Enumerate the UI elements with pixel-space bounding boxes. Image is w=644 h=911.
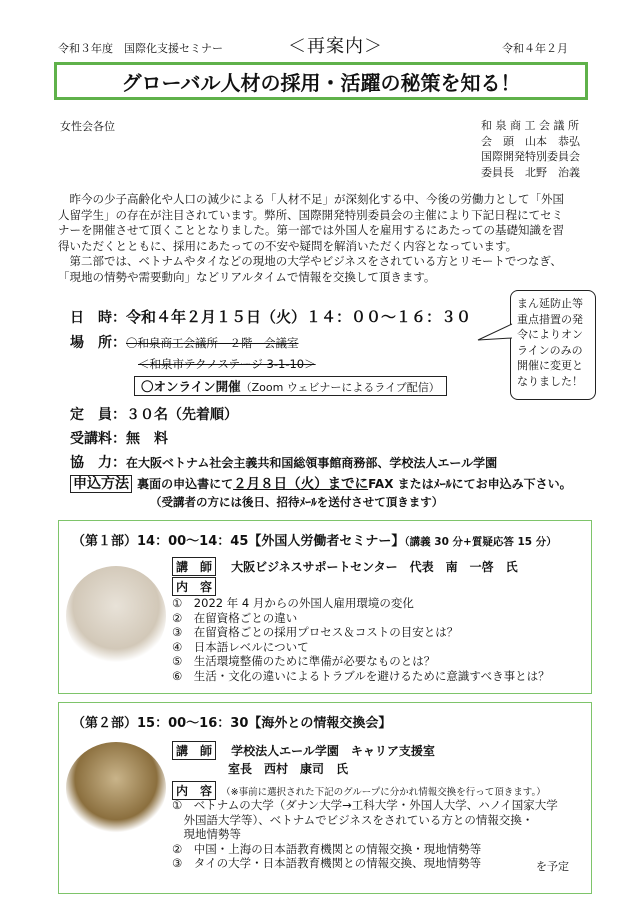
cooperation-value: 在大阪ベトナム社会主義共和国総領事館商務部、学校法人エール学園 — [126, 456, 498, 470]
header-reannouncement: ＜再案内＞ — [288, 36, 383, 57]
date-value: 令和４年２月１５日（火）１４：００～１６：３０ — [126, 308, 472, 326]
application-method: FAX またはﾒｰﾙにてお申込み下さい。 — [368, 477, 572, 491]
intro-line: 得いただくとともに、採用にあたっての不安や疑問を解消いただく内容となっています。 — [58, 238, 518, 253]
list-item: ⑥ 生活・文化の違いによるトラブルを避けるために意識すべき事とは？ — [172, 668, 550, 683]
capacity-row — [70, 404, 238, 424]
part2-items — [172, 798, 582, 871]
application-label: 申込方法 — [70, 475, 132, 493]
place-old-venue: 〇和泉商工会議所 ２階 会議室 — [126, 336, 299, 350]
list-item: ② 在留資格ごとの違い — [172, 610, 298, 625]
fee-row — [70, 428, 168, 448]
list-item: ⑤ 生活環境整備のために準備が必要なものとは？ — [172, 654, 436, 668]
list-item: ① 2022 年 4 月からの外国人雇用環境の変化 — [172, 596, 414, 610]
fee-label: 受講料： — [70, 431, 126, 447]
application-note: （受講者の方には後日、招待ﾒｰﾙを送付させて頂きます） — [150, 495, 444, 509]
part1-title-note: （講義 30 分+質疑応答 15 分） — [404, 536, 557, 548]
intro-line: 第二部では、ベトナムやタイなどの現地の大学やビジネスをされている方とリモートでつなぎ、 — [58, 254, 562, 268]
part1-title-row — [72, 530, 557, 549]
part1-items — [172, 596, 550, 683]
capacity-label: 定 員： — [70, 407, 126, 423]
part2-lecturer-row — [172, 740, 435, 760]
intro-paragraph — [58, 192, 588, 285]
lecturer2-photo — [66, 742, 166, 834]
intro-line: 昨今の少子高齢化や人口の減少による「人材不足」が深刻化する中、今後の労働力として「外国 — [58, 192, 564, 206]
place-old-address: ＜和泉市テクノステージ 3-1-10＞ — [138, 357, 316, 371]
online-venue-box — [134, 376, 447, 396]
lecturer-label: 講 師 — [172, 741, 216, 760]
application-text: 裏面の申込書にて — [137, 477, 234, 491]
list-item: ② 中国・上海の日本語教育機関との情報交換・現地情勢等 — [172, 841, 482, 856]
cooperation-row — [70, 452, 497, 472]
header-date: 令和４年２月 — [502, 42, 568, 55]
organizer-line: 会 頭 山本 恭弘 — [481, 134, 580, 148]
online-venue: 〇オンライン開催 — [141, 379, 241, 394]
part2-lecturer-org: 学校法人エール学園 キャリア支援室 — [231, 744, 435, 758]
date-row — [70, 306, 471, 327]
part2-content-note: （※事前に選択された下記のグループに分かれ情報交換を行って頂きます。） — [221, 787, 546, 798]
list-item: ③ タイの大学・日本語教育機関との情報交換、現地情勢等 — [172, 856, 482, 870]
organizer-line: 委員長 北野 治義 — [481, 165, 580, 179]
intro-line: 「現地の情勢や需要動向」などリアルタイムで情報を交換して頂きます。 — [58, 269, 436, 284]
intro-line: 人留学生」の存在が注目されています。弊所、国際開発特別委員会の主催により下記日程にてセミ — [58, 207, 564, 222]
header-fiscal-year: 令和３年度 国際化支援セミナー — [58, 42, 223, 55]
part1-title: （第１部）14：00～14：45【外国人労働者セミナー】 — [72, 534, 405, 549]
organizer-line: 和 泉 商 工 会 議 所 — [481, 119, 579, 132]
part1-lecturer-row — [172, 556, 518, 576]
organizer-block — [481, 118, 580, 180]
part2-content-row — [172, 780, 546, 800]
notice-callout: まん延防止等重点措置の発令によりオンラインのみの開催に変更となりました！ — [510, 290, 596, 400]
fee-value: 無 料 — [126, 431, 168, 447]
page-title: グローバル人材の採用・活躍の秘策を知る！ — [54, 62, 588, 100]
part1-lecturer: 大阪ビジネスサポートセンター 代表 南 一啓 氏 — [231, 560, 518, 574]
part2-suffix: を予定 — [536, 860, 569, 873]
part2-lecturer-name: 室長 西村 康司 氏 — [228, 762, 349, 776]
place-row — [70, 332, 299, 352]
online-venue-detail: （Zoom ウェビナーによるライブ配信） — [240, 381, 440, 394]
list-item: ① ベトナムの大学（ダナン大学→工科大学・外国人大学、ハノイ国家大学 — [172, 798, 558, 812]
addressee: 女性会各位 — [60, 120, 115, 133]
lecturer-label: 講 師 — [172, 557, 216, 576]
part1-content-row — [172, 576, 216, 596]
list-item: 現地情勢等 — [172, 827, 241, 841]
capacity-value: ３０名（先着順） — [126, 407, 238, 423]
application-deadline: ２月８日（火）までに — [233, 476, 369, 492]
organizer-line: 国際開発特別委員会 — [481, 150, 580, 163]
list-item: ④ 日本語レベルについて — [172, 639, 309, 654]
content-label: 内 容 — [172, 781, 216, 800]
part2-title: （第２部）15：00～16：30【海外との情報交換会】 — [72, 716, 392, 731]
place-label: 場 所： — [70, 335, 126, 351]
list-item: 外国語大学等）、ベトナムでビジネスをされている方との情報交換・ — [172, 812, 534, 827]
callout-pointer — [476, 316, 516, 356]
date-label: 日 時： — [70, 310, 126, 326]
cooperation-label: 協 力： — [70, 455, 126, 471]
lecturer1-photo — [66, 566, 166, 666]
application-row — [70, 472, 572, 493]
intro-line: ナーを開催させて頂くこととなりました。第一部では外国人を雇用するにあたっての基礎知識を習 — [58, 223, 564, 237]
content-label: 内 容 — [172, 577, 216, 596]
list-item: ③ 在留資格ごとの採用プロセス＆コストの目安とは？ — [172, 625, 459, 639]
